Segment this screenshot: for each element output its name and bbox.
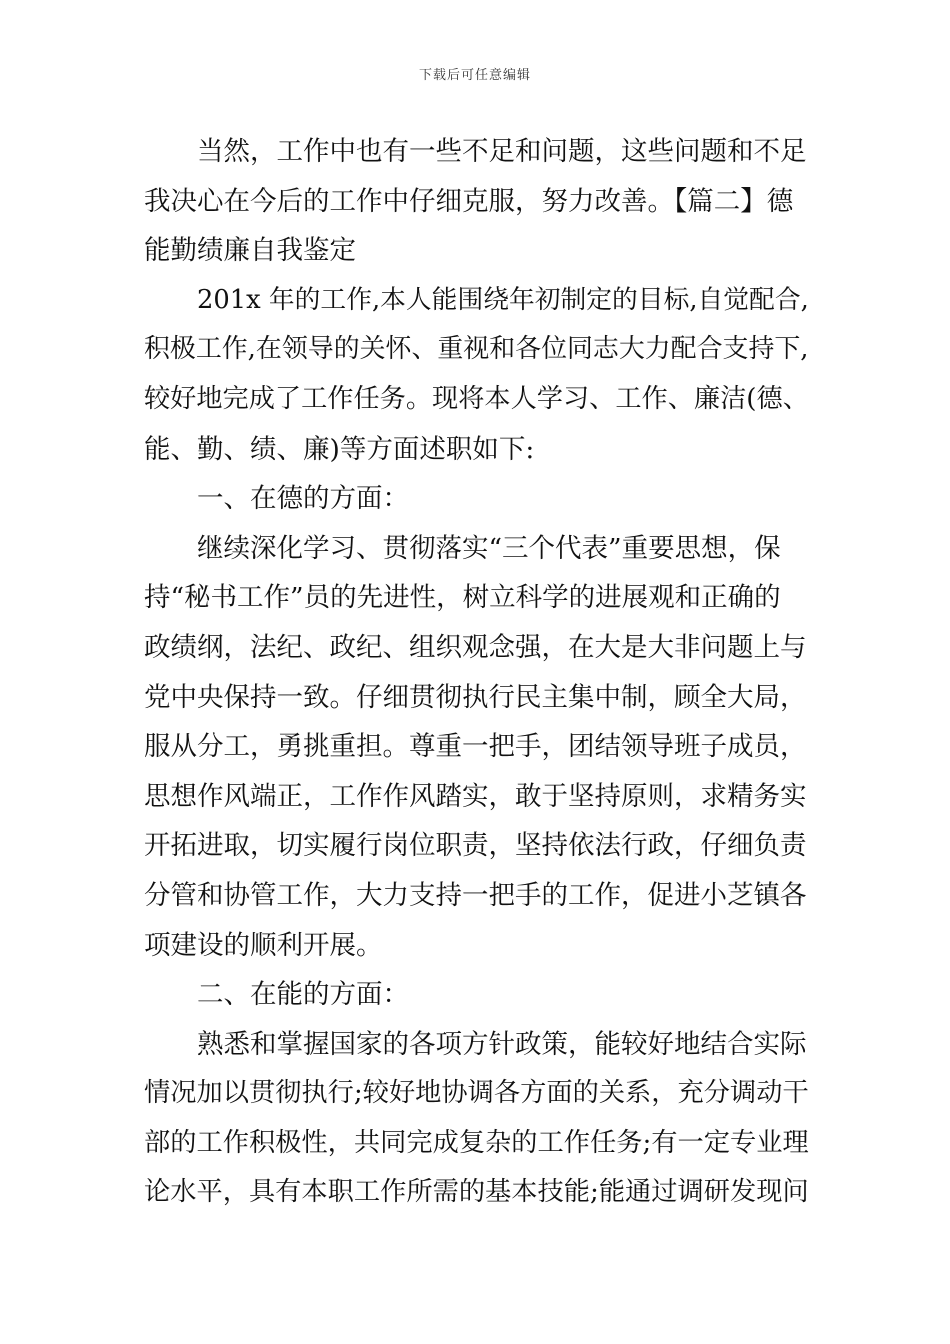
text-line: 继续深化学习、贯彻落实“三个代表”重要思想，保 [197,532,781,564]
text-line: 较好地完成了工作任务。现将本人学习、工作、廉洁(德、 [144,383,809,414]
text-line: 能勤绩廉自我鉴定 [144,235,356,267]
text-line: 服从分工，勇挑重担。尊重一把手，团结领导班子成员， [144,731,807,763]
document-body [144,127,809,1218]
text-line: 我决心在今后的工作中仔细克服，努力改善。【篇二】德 [144,185,794,217]
text-line: 二、在能的方面： [197,979,409,1011]
text-line: 项建设的顺利开展。 [144,929,383,961]
text-line: 当然，工作中也有一些不足和问题，这些问题和不足 [197,136,807,167]
text-line: 持“秘书工作”员的先进性，树立科学的进展观和正确的 [144,582,781,614]
page-header: 下载后可任意编辑 [418,68,531,83]
text-line: 201x 年的工作,本人能围绕年初制定的目标,自觉配合, [197,284,809,315]
text-line: 论水平，具有本职工作所需的基本技能;能通过调研发现问 [144,1177,809,1208]
text-line: 思想作风端正，工作作风踏实，敢于坚持原则，求精务实 [144,780,807,812]
text-line: 分管和协管工作，大力支持一把手的工作，促进小芝镇各 [144,879,807,911]
text-line: 积极工作,在领导的关怀、重视和各位同志大力配合支持下, [144,334,809,365]
text-line: 一、在德的方面： [197,483,409,515]
text-line: 熟悉和掌握国家的各项方针政策，能较好地结合实际 [197,1028,807,1060]
text-line: 能、勤、绩、廉)等方面述职如下: [144,433,535,465]
text-line: 开拓进取，切实履行岗位职责，坚持依法行政，仔细负责 [144,830,807,862]
text-line: 情况加以贯彻执行;较好地协调各方面的关系，充分调动干 [144,1078,809,1109]
text-line: 政绩纲，法纪、政纪、组织观念强，在大是大非问题上与 [144,631,807,663]
text-line: 部的工作积极性，共同完成复杂的工作任务;有一定专业理 [144,1127,809,1158]
text-line: 党中央保持一致。仔细贯彻执行民主集中制，顾全大局， [144,681,807,713]
